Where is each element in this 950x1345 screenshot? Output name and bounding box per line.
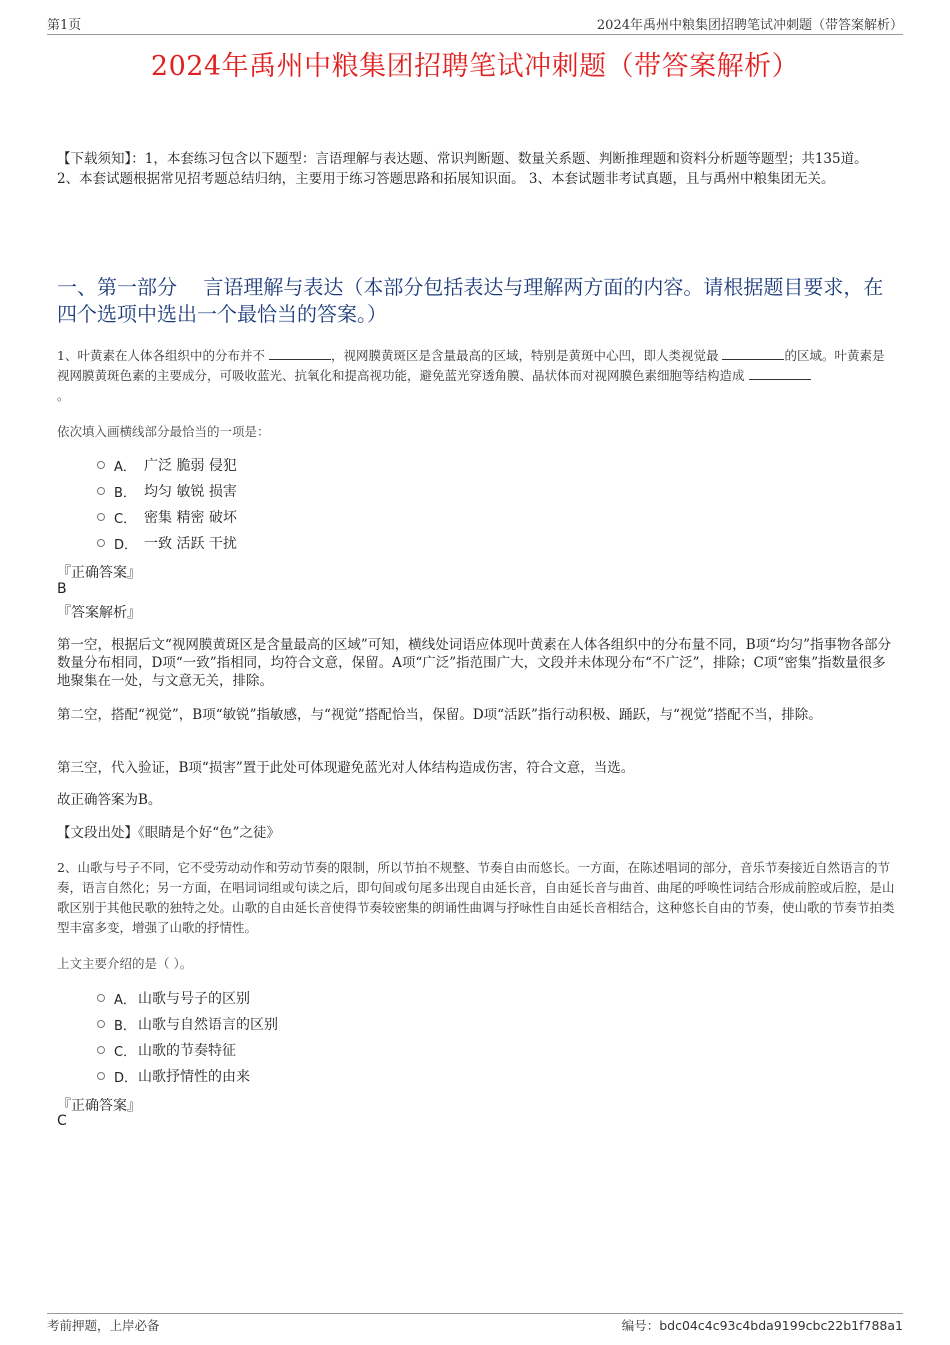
- document-title: 2024年禹州中粮集团招聘笔试冲刺题（带答案解析）: [150, 51, 800, 82]
- radio-icon[interactable]: [97, 539, 105, 547]
- correct-answer: C: [57, 1113, 67, 1129]
- analysis-paragraph: 第二空，搭配“视觉”，B项“敏锐”指敏感，与“视觉”搭配恰当，保留。D项“活跃”指行动积极、踊跃，与“视觉”搭配不当，排除。: [57, 707, 822, 723]
- analysis-label: 『答案解析』: [57, 605, 141, 621]
- fill-blank: [749, 367, 811, 380]
- document-code: 编号：bdc04c4c93c4bda9199cbc22b1f788a1: [621, 1318, 903, 1333]
- question-2-options: [97, 985, 278, 1089]
- analysis-paragraph: 第三空，代入验证，B项“损害”置于此处可体现避免蓝光对人体结构造成伤害，符合文意，当选。: [57, 760, 635, 776]
- correct-answer-label: 『正确答案』: [57, 1098, 141, 1114]
- question-1-options: [97, 452, 237, 556]
- footer-slogan: 考前押题，上岸必备: [47, 1318, 160, 1333]
- question-1-text: 1、叶黄素在人体各组织中的分布并不 ，视网膜黄斑区是含量最高的区域，特别是黄斑中心凹，即人类视觉最 的区域。叶黄素是视网膜黄斑色素的主要成分，可吸收蓝光、抗氧化和提高视功能，避免蓝光穿透角膜、晶状体而对视网膜色素细胞等结构造成 。: [57, 348, 885, 403]
- option-a[interactable]: A． 山歌与号子的区别: [97, 985, 278, 1011]
- option-c[interactable]: C． 密集 精密 破坏: [97, 504, 237, 530]
- page-header: [47, 12, 903, 35]
- source-citation: 【文段出处】《眼睛是个好“色”之徒》: [57, 825, 281, 841]
- option-c[interactable]: C． 山歌的节奏特征: [97, 1037, 278, 1063]
- radio-icon[interactable]: [97, 513, 105, 521]
- analysis-paragraph: 第一空，根据后文“视网膜黄斑区是含量最高的区域”可知，横线处词语应体现叶黄素在人体各组织中的分布量不同，B项“均匀”指事物各部分数量分布相同，D项“一致”指相同，均符合文意，保留。A项“广泛”指范围广大，文段并未体现分布“不广泛”，排除；C项“密集”指数量很多地聚集在一处，与文意无关，排除。: [57, 637, 892, 689]
- section-heading: 一、第一部分 言语理解与表达（本部分包括表达与理解两方面的内容。请根据题目要求，在四个选项中选出一个最恰当的答案。）: [57, 275, 884, 326]
- download-notice: 【下载须知】：1，本套练习包含以下题型：言语理解与表达题、常识判断题、数量关系题、判断推理题和资料分析题等题型；共135道。 2、本套试题根据常见招考题总结归纳，主要用于练习答题思路和拓展知识面。 3、本套试题非考试真题，且与禹州中粮集团无关。: [57, 151, 868, 187]
- page-number: 第1页: [47, 17, 82, 33]
- option-d[interactable]: D． 山歌抒情性的由来: [97, 1063, 278, 1089]
- correct-answer: B: [57, 581, 67, 597]
- radio-icon[interactable]: [97, 1020, 105, 1028]
- page-footer: [47, 1313, 903, 1334]
- fill-blank: [722, 347, 784, 360]
- radio-icon[interactable]: [97, 1046, 105, 1054]
- option-d[interactable]: D． 一致 活跃 干扰: [97, 530, 237, 556]
- header-doc-title: 2024年禹州中粮集团招聘笔试冲刺题（带答案解析）: [596, 17, 903, 33]
- radio-icon[interactable]: [97, 1072, 105, 1080]
- question-1-prompt: 依次填入画横线部分最恰当的一项是：: [57, 424, 270, 439]
- radio-icon[interactable]: [97, 994, 105, 1002]
- radio-icon[interactable]: [97, 487, 105, 495]
- radio-icon[interactable]: [97, 461, 105, 469]
- fill-blank: [269, 347, 331, 360]
- question-2-text: 2、山歌与号子不同，它不受劳动动作和劳动节奏的限制，所以节拍不规整、节奏自由而悠长。一方面，在陈述唱词的部分，音乐节奏接近自然语言的节奏，语言自然化；另一方面，在唱词词组或句读之后，即句间或句尾多出现自由延长音，自由延长音与曲首、曲尾的呼唤性词结合形成前腔或后腔，是山歌区别于其他民歌的独特之处。山歌的自由延长音使得节奏较密集的朗诵性曲调与抒咏性自由延长音相结合，这种悠长自由的节奏，使山歌的节奏节拍类型丰富多变，增强了山歌的抒情性。: [57, 860, 895, 935]
- analysis-conclusion: 故正确答案为B。: [57, 792, 162, 808]
- question-2-prompt: 上文主要介绍的是（ ）。: [57, 956, 193, 971]
- option-b[interactable]: B． 山歌与自然语言的区别: [97, 1011, 278, 1037]
- correct-answer-label: 『正确答案』: [57, 565, 141, 581]
- option-b[interactable]: B． 均匀 敏锐 损害: [97, 478, 237, 504]
- option-a[interactable]: A． 广泛 脆弱 侵犯: [97, 452, 237, 478]
